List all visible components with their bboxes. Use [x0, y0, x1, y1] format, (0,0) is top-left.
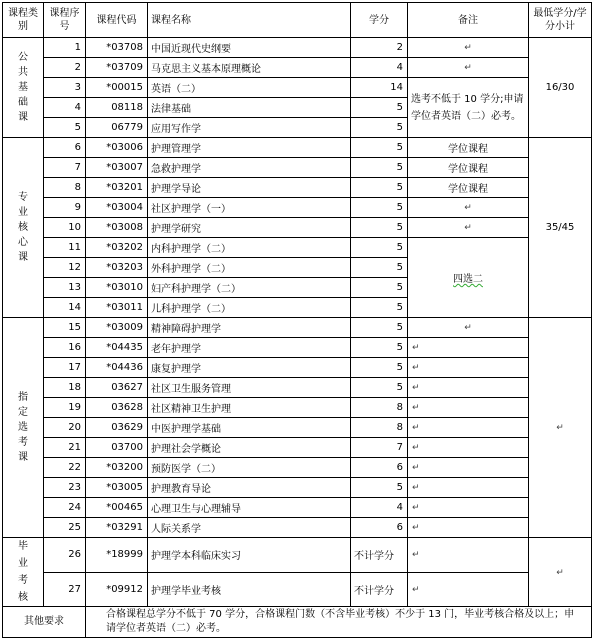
course-table	[2, 2, 592, 638]
name-cell: 护理学研究	[148, 218, 351, 238]
credit-cell: 5	[351, 218, 408, 238]
credit-cell: 5	[351, 478, 408, 498]
name-cell: 护理学本科临床实习	[148, 538, 351, 573]
table-row	[3, 78, 592, 98]
category-char: 础	[18, 97, 28, 108]
paragraph-mark: ↵	[412, 584, 420, 595]
name-cell: 内科护理学（二）	[148, 238, 351, 258]
credit-cell: 5	[351, 98, 408, 118]
header-name: 课程名称	[148, 3, 351, 38]
note-english-requirement: 选考不低于 10 学分;申请学位者英语（二）必考。	[408, 78, 529, 138]
note-cell	[408, 38, 529, 58]
category-cell-core	[3, 138, 44, 318]
credit-cell: 5	[351, 138, 408, 158]
footer-label: 其他要求	[3, 607, 86, 638]
table-row	[3, 378, 592, 398]
paragraph-mark: ↵	[464, 43, 472, 53]
seq-cell: 21	[44, 438, 86, 458]
category-cell-graduation	[3, 538, 44, 607]
seq-cell: 5	[44, 118, 86, 138]
category-char: 选	[18, 422, 28, 433]
name-cell: 精神障碍护理学	[148, 318, 351, 338]
credit-cell: 5	[351, 258, 408, 278]
min-credit-graduation	[529, 538, 592, 607]
seq-cell: 17	[44, 358, 86, 378]
seq-cell: 11	[44, 238, 86, 258]
seq-cell: 13	[44, 278, 86, 298]
seq-cell: 3	[44, 78, 86, 98]
category-char: 课	[18, 452, 28, 463]
table-row	[3, 238, 592, 258]
seq-cell: 7	[44, 158, 86, 178]
category-char: 核	[18, 592, 28, 603]
name-cell: 中国近现代史纲要	[148, 38, 351, 58]
paragraph-mark: ↵	[412, 423, 420, 433]
header-category: 课程类别	[3, 3, 44, 38]
min-credit-core: 35/45	[529, 138, 592, 318]
note-degree-course: 学位课程	[408, 158, 529, 178]
table-row	[3, 518, 592, 538]
paragraph-mark: ↵	[412, 550, 420, 561]
paragraph-mark: ↵	[412, 463, 420, 473]
name-cell: 社区卫生服务管理	[148, 378, 351, 398]
category-char: 课	[18, 252, 28, 263]
seq-cell: 1	[44, 38, 86, 58]
paragraph-mark: ↵	[464, 203, 472, 213]
note-cell	[408, 458, 529, 478]
seq-cell: 26	[44, 538, 86, 573]
code-cell: *03202	[86, 238, 148, 258]
seq-cell: 14	[44, 298, 86, 318]
credit-cell: 8	[351, 418, 408, 438]
name-cell: 法律基础	[148, 98, 351, 118]
code-cell: *03008	[86, 218, 148, 238]
credit-cell: 5	[351, 178, 408, 198]
code-cell: *03200	[86, 458, 148, 478]
category-cell-public	[3, 38, 44, 138]
code-cell: *00015	[86, 78, 148, 98]
note-cell	[408, 498, 529, 518]
credit-cell: 不计学分	[351, 572, 408, 607]
credit-cell: 14	[351, 78, 408, 98]
note-cell	[408, 58, 529, 78]
credit-cell: 6	[351, 458, 408, 478]
note-choose-two	[408, 238, 529, 318]
paragraph-mark: ↵	[556, 423, 564, 433]
paragraph-mark: ↵	[412, 523, 420, 533]
category-char: 考	[18, 437, 28, 448]
code-cell: *03708	[86, 38, 148, 58]
header-code: 课程代码	[86, 3, 148, 38]
table-row	[3, 458, 592, 478]
credit-cell: 6	[351, 518, 408, 538]
paragraph-mark: ↵	[464, 223, 472, 233]
note-cell	[408, 318, 529, 338]
seq-cell: 15	[44, 318, 86, 338]
table-row	[3, 318, 592, 338]
code-cell: *03201	[86, 178, 148, 198]
footer-row	[3, 607, 592, 638]
name-cell: 妇产科护理学（二）	[148, 278, 351, 298]
credit-cell: 5	[351, 318, 408, 338]
credit-cell: 5	[351, 198, 408, 218]
paragraph-mark: ↵	[412, 483, 420, 493]
credit-cell: 5	[351, 378, 408, 398]
seq-cell: 10	[44, 218, 86, 238]
note-cell	[408, 398, 529, 418]
name-cell: 护理社会学概论	[148, 438, 351, 458]
seq-cell: 6	[44, 138, 86, 158]
category-char: 专	[18, 192, 28, 203]
paragraph-mark: ↵	[556, 567, 564, 578]
category-char: 定	[18, 407, 28, 418]
paragraph-mark: ↵	[464, 63, 472, 73]
name-cell: 心理卫生与心理辅导	[148, 498, 351, 518]
name-cell: 人际关系学	[148, 518, 351, 538]
credit-cell: 5	[351, 278, 408, 298]
paragraph-mark: ↵	[412, 363, 420, 373]
seq-cell: 16	[44, 338, 86, 358]
table-row	[3, 138, 592, 158]
name-cell: 护理管理学	[148, 138, 351, 158]
seq-cell: 2	[44, 58, 86, 78]
header-min: 最低学分/学分小计	[529, 3, 592, 38]
table-row	[3, 498, 592, 518]
seq-cell: 25	[44, 518, 86, 538]
name-cell: 护理学导论	[148, 178, 351, 198]
code-cell: *04435	[86, 338, 148, 358]
code-cell: 03700	[86, 438, 148, 458]
credit-cell: 不计学分	[351, 538, 408, 573]
name-cell: 预防医学（二）	[148, 458, 351, 478]
code-cell: *04436	[86, 358, 148, 378]
name-cell: 英语（二）	[148, 78, 351, 98]
paragraph-mark: ↵	[412, 403, 420, 413]
note-degree-course: 学位课程	[408, 178, 529, 198]
code-cell: *03709	[86, 58, 148, 78]
table-row	[3, 178, 592, 198]
category-char: 考	[18, 575, 28, 586]
category-char: 基	[18, 82, 28, 93]
table-row	[3, 572, 592, 607]
note-cell	[408, 478, 529, 498]
code-cell: *03006	[86, 138, 148, 158]
code-cell: *03291	[86, 518, 148, 538]
credit-cell: 2	[351, 38, 408, 58]
header-credit: 学分	[351, 3, 408, 38]
min-credit-public: 16/30	[529, 38, 592, 138]
seq-cell: 19	[44, 398, 86, 418]
seq-cell: 20	[44, 418, 86, 438]
category-char: 业	[18, 207, 28, 218]
header-seq: 课程序号	[44, 3, 86, 38]
code-cell: *00465	[86, 498, 148, 518]
code-cell: *09912	[86, 572, 148, 607]
category-cell-elective	[3, 318, 44, 538]
category-char: 指	[18, 392, 28, 403]
paragraph-mark: ↵	[412, 343, 420, 353]
seq-cell: 12	[44, 258, 86, 278]
note-cell	[408, 438, 529, 458]
name-cell: 康复护理学	[148, 358, 351, 378]
note-cell	[408, 378, 529, 398]
table-row	[3, 478, 592, 498]
seq-cell: 24	[44, 498, 86, 518]
credit-cell: 4	[351, 498, 408, 518]
footer-text: 合格课程总学分不低于 70 学分，合格课程门数（不含毕业考核）不少于 13 门，毕业考核合格及以上；申请学位者英语（二）必考。	[86, 607, 592, 638]
name-cell: 护理学毕业考核	[148, 572, 351, 607]
code-cell: *03007	[86, 158, 148, 178]
table-row	[3, 538, 592, 573]
paragraph-mark: ↵	[412, 503, 420, 513]
code-cell: *03010	[86, 278, 148, 298]
note-cell	[408, 358, 529, 378]
credit-cell: 5	[351, 238, 408, 258]
code-cell: *03004	[86, 198, 148, 218]
credit-cell: 7	[351, 438, 408, 458]
code-cell: *18999	[86, 538, 148, 573]
category-char: 核	[18, 222, 28, 233]
seq-cell: 23	[44, 478, 86, 498]
credit-cell: 4	[351, 58, 408, 78]
note-cell	[408, 418, 529, 438]
name-cell: 社区精神卫生护理	[148, 398, 351, 418]
category-char: 业	[18, 558, 28, 569]
seq-cell: 18	[44, 378, 86, 398]
seq-cell: 9	[44, 198, 86, 218]
note-cell	[408, 518, 529, 538]
name-cell: 社区护理学（一）	[148, 198, 351, 218]
code-cell: 03627	[86, 378, 148, 398]
seq-cell: 22	[44, 458, 86, 478]
name-cell: 儿科护理学（二）	[148, 298, 351, 318]
table-row	[3, 158, 592, 178]
seq-cell: 4	[44, 98, 86, 118]
note-cell	[408, 538, 529, 573]
credit-cell: 5	[351, 158, 408, 178]
table-row	[3, 38, 592, 58]
min-credit-elective	[529, 318, 592, 538]
category-char: 共	[18, 67, 28, 78]
note-degree-course: 学位课程	[408, 138, 529, 158]
table-row	[3, 418, 592, 438]
choose-two-text: 四选二	[453, 274, 483, 285]
code-cell: 06779	[86, 118, 148, 138]
credit-cell: 5	[351, 338, 408, 358]
name-cell: 老年护理学	[148, 338, 351, 358]
category-char: 公	[18, 52, 28, 63]
table-row	[3, 358, 592, 378]
name-cell: 中医护理学基础	[148, 418, 351, 438]
name-cell: 急救护理学	[148, 158, 351, 178]
name-cell: 外科护理学（二）	[148, 258, 351, 278]
note-cell	[408, 338, 529, 358]
category-char: 毕	[18, 541, 28, 552]
credit-cell: 5	[351, 118, 408, 138]
name-cell: 护理教育导论	[148, 478, 351, 498]
paragraph-mark: ↵	[464, 323, 472, 333]
category-char: 心	[18, 237, 28, 248]
note-cell	[408, 218, 529, 238]
code-cell: 03629	[86, 418, 148, 438]
table-row	[3, 438, 592, 458]
header-row	[3, 3, 592, 38]
credit-cell: 8	[351, 398, 408, 418]
table-row	[3, 338, 592, 358]
seq-cell: 8	[44, 178, 86, 198]
paragraph-mark: ↵	[412, 383, 420, 393]
note-cell	[408, 572, 529, 607]
note-cell	[408, 198, 529, 218]
table-row	[3, 218, 592, 238]
code-cell: *03005	[86, 478, 148, 498]
seq-cell: 27	[44, 572, 86, 607]
code-cell: *03009	[86, 318, 148, 338]
header-note: 备注	[408, 3, 529, 38]
code-cell: *03203	[86, 258, 148, 278]
paragraph-mark: ↵	[412, 443, 420, 453]
table-row	[3, 198, 592, 218]
name-cell: 马克思主义基本原理概论	[148, 58, 351, 78]
category-char: 课	[18, 112, 28, 123]
table-row	[3, 398, 592, 418]
name-cell: 应用写作学	[148, 118, 351, 138]
credit-cell: 5	[351, 298, 408, 318]
credit-cell: 5	[351, 358, 408, 378]
code-cell: *03011	[86, 298, 148, 318]
code-cell: 03628	[86, 398, 148, 418]
table-row	[3, 58, 592, 78]
code-cell: 08118	[86, 98, 148, 118]
